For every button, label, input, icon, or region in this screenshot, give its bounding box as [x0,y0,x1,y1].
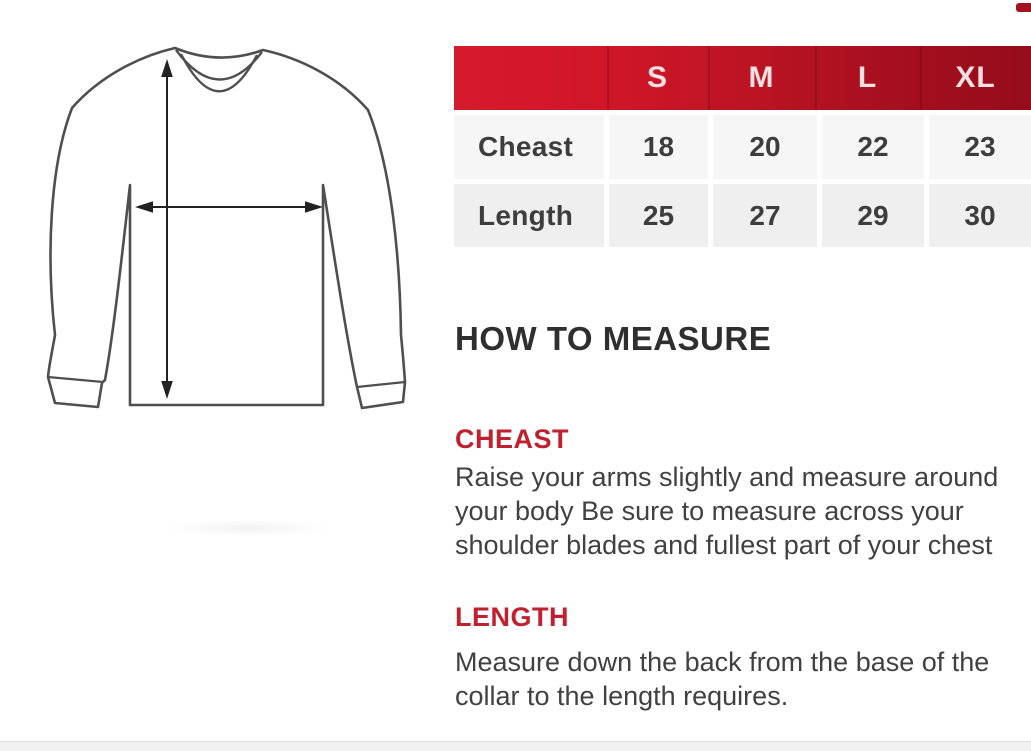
cheast-section-text [455,460,1031,562]
length-xl-value: 30 [929,184,1031,247]
cheast-s-value: 18 [609,115,708,179]
faint-watermark-smudge [165,520,330,536]
row-label: Length [454,184,604,247]
cheast-m-value: 20 [713,115,817,179]
cheast-xl-value: 23 [929,115,1031,179]
length-text-line-2: collar to the length requires. [455,681,789,711]
length-l-value: 29 [822,184,924,247]
table-row-cheast [454,115,1031,179]
length-section-text [455,645,1031,713]
size-table-header-row [454,46,1031,110]
table-row-length [454,184,1031,247]
header-size-l: L [815,46,920,110]
length-text-line-1: Measure down the back from the base of the [455,647,990,677]
cheast-text-line-3: shoulder blades and fullest part of your chest [455,530,993,560]
header-size-s: S [607,46,708,110]
length-section-heading: LENGTH [455,602,569,632]
header-size-m: M [708,46,815,110]
header-corner-cell [454,46,607,110]
shirt-measurement-diagram [0,0,440,460]
bottom-gray-bar [0,741,1031,751]
length-s-value: 25 [609,184,708,247]
cheast-l-value: 22 [822,115,924,179]
cheast-section-heading: CHEAST [455,424,570,454]
row-label: Cheast [454,115,604,179]
shirt-outline [48,48,405,408]
top-right-red-sliver [1016,3,1031,12]
length-m-value: 27 [713,184,817,247]
cheast-text-line-2: your body Be sure to measure across your [455,496,964,526]
header-size-xl: XL [920,46,1031,110]
cheast-text-line-1: Raise your arms slightly and measure around [455,462,999,492]
how-to-measure-title: HOW TO MEASURE [455,320,772,357]
size-table [454,46,1031,247]
